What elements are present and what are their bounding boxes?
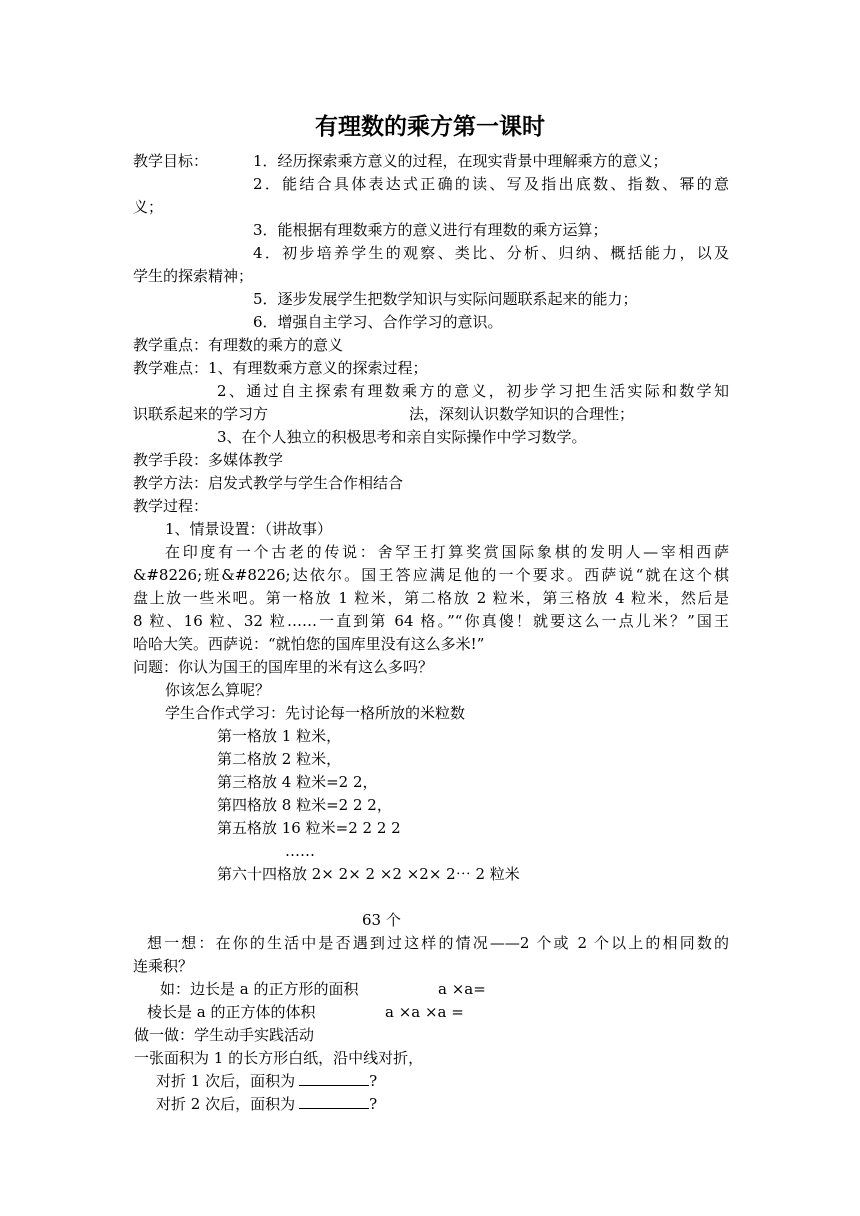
story-line-1: 在印度有一个古老的传说：舍罕王打算奖赏国际象棋的发明人—宰相西萨 [165, 543, 729, 561]
think-line-1: 想一想：在你的生活中是否遇到过这样的情况——2 个或 2 个以上的相同数的 [147, 934, 729, 952]
goal-3: 3．能根据有理数乘方的意义进行有理数的乘方运算； [253, 221, 608, 239]
think-line-2: 连乘积？ [133, 957, 194, 975]
cell-5: 第五格放 16 粒米=2 2 2 2 [217, 819, 401, 837]
do-it-heading: 做一做：学生动手实践活动 [134, 1026, 315, 1044]
story-line-4: 8 粒、16 粒、32 粒……一直到第 64 格。”“你真傻！就要这么一点儿米？”国王 [133, 612, 729, 630]
example-cube-expr: a ×a ×a = [385, 1003, 464, 1021]
factor-count: 63 个 [362, 911, 401, 929]
story-line-3: 盘上放一些米吧。第一格放 1 粒米，第二格放 2 粒米，第三格放 4 粒米，然后是 [133, 589, 729, 607]
teaching-means: 教学手段：多媒体教学 [133, 451, 284, 469]
example-square-expr: a ×a= [438, 980, 486, 998]
goals-label: 教学目标： [133, 152, 209, 170]
cell-ellipsis: …… [285, 842, 315, 860]
difficulty-2-cont-a: 识联系起来的学习方 [133, 405, 269, 423]
scene-heading: 1、情景设置：（讲故事） [165, 520, 333, 538]
fold-once-line [156, 1070, 377, 1093]
goal-2: 2．能结合具体表达式正确的读、写及指出底数、指数、幂的意 [253, 175, 729, 193]
difficulty-1: 教学难点：1、有理数乘方意义的探索过程； [133, 359, 428, 377]
cell-64: 第六十四格放 2× 2× 2 ×2 ×2× 2⋯ 2 粒米 [217, 865, 520, 883]
cooperative-learning: 学生合作式学习：先讨论每一格所放的米粒数 [165, 704, 466, 722]
do-it-paper: 一张面积为 1 的长方形白纸，沿中线对折， [134, 1049, 424, 1067]
goal-1: 1．经历探索乘方意义的过程，在现实背景中理解乘方的意义； [253, 152, 668, 170]
example-cube-label: 棱长是 a 的正方体的体积 [147, 1003, 316, 1021]
story-line-2: &#8226;班&#8226;达依尔。国王答应满足他的一个要求。西萨说“就在这个棋 [133, 566, 729, 584]
teaching-process: 教学过程： [133, 497, 209, 515]
cell-1: 第一格放 1 粒米， [217, 727, 342, 745]
key-point: 教学重点：有理数的乘方的意义 [133, 336, 344, 354]
difficulty-3: 3、在个人独立的积极思考和亲自实际操作中学习数学。 [217, 428, 587, 446]
fold-twice-question: ? [369, 1095, 378, 1113]
question-2: 你该怎么算呢？ [165, 681, 271, 699]
fold-twice-label: 对折 2 次后，面积为 [156, 1095, 296, 1113]
fold-twice-line [156, 1093, 377, 1116]
goal-4: 4．初步培养学生的观察、类比、分析、归纳、概括能力，以及 [253, 244, 729, 262]
story-line-5: 哈哈大笑。西萨说：“就怕您的国库里没有这么多米!” [133, 635, 485, 653]
example-square-label: 如：边长是 a 的正方形的面积 [160, 980, 359, 998]
goal-6: 6．增强自主学习、合作学习的意识。 [253, 313, 503, 331]
difficulty-2: 2、通过自主探索有理数乘方的意义，初步学习把生活实际和数学知 [217, 382, 729, 400]
page-title: 有理数的乘方第一课时 [315, 114, 545, 140]
fold-once-blank[interactable] [299, 1070, 369, 1086]
fold-once-question: ? [369, 1072, 378, 1090]
goal-4-cont: 学生的探索精神； [133, 267, 254, 285]
cell-2: 第二格放 2 粒米， [217, 750, 342, 768]
cell-3: 第三格放 4 粒米=2 2， [217, 773, 378, 791]
cell-4: 第四格放 8 粒米=2 2 2， [217, 796, 392, 814]
question-1: 问题：你认为国王的国库里的米有这么多吗？ [133, 658, 434, 676]
goal-2-cont: 义； [133, 198, 164, 216]
teaching-method: 教学方法：启发式教学与学生合作相结合 [133, 474, 404, 492]
goal-5: 5．逐步发展学生把数学知识与实际问题联系起来的能力； [253, 290, 638, 308]
fold-once-label: 对折 1 次后，面积为 [156, 1072, 296, 1090]
fold-twice-blank[interactable] [299, 1093, 369, 1109]
difficulty-2-cont-b: 法，深刻认识数学知识的合理性； [409, 405, 635, 423]
